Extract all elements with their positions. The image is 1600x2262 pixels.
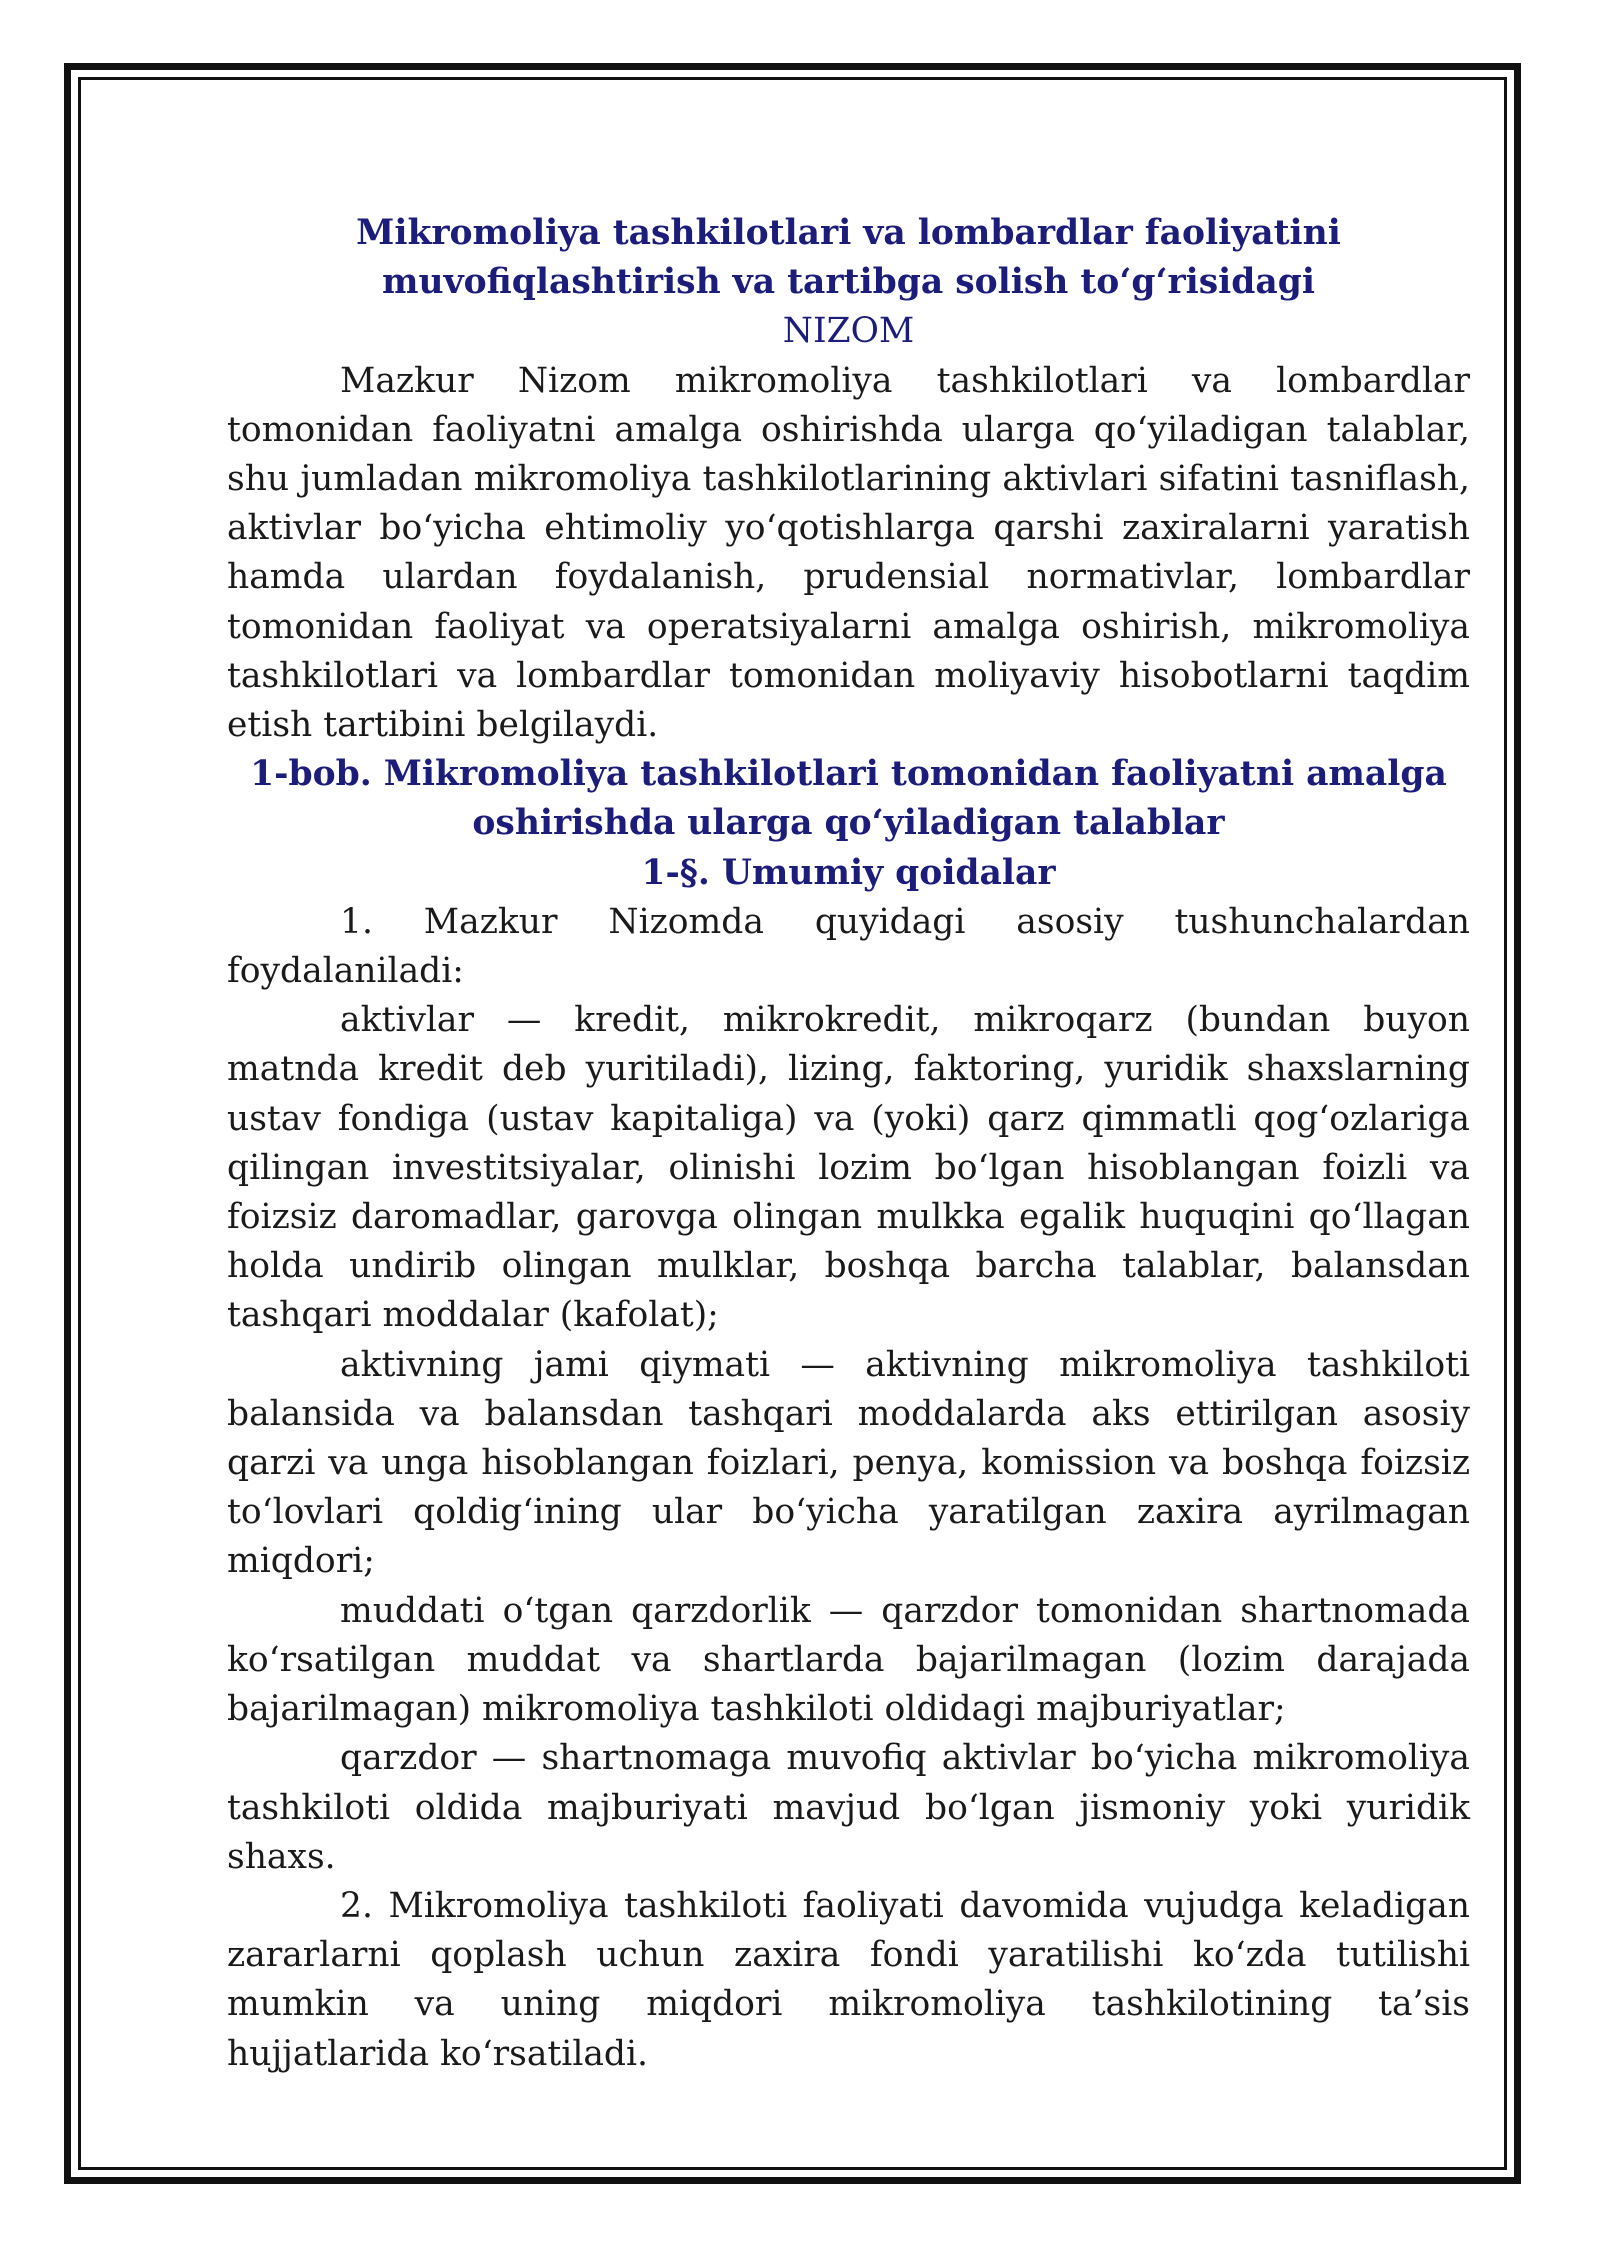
document-body (227, 209, 1470, 2079)
chapter-title-line-2: oshirishda ularga qo‘yiladigan talablar (472, 803, 1225, 844)
document-title-line-2: muvofiqlashtirish va tartibga solish to‘g‘risidagi (382, 262, 1315, 303)
definition-qarzdor: qarzdor — shartnomaga muvofiq aktivlar bo‘yicha mikromoliya tashkiloti oldida majburiyati mavjud bo‘lgan jismoniy yoki yuridik shaxs. (227, 1738, 1470, 1877)
paragraph-2: 2. Mikromoliya tashkiloti faoliyati davomida vujudga keladigan zararlarni qoplash uchun zaxira fondi yaratilishi ko‘zda tutilishi mumkin va uning miqdori mikromoliya tashkilotining ta’sis hujjatlarida ko‘rsatiladi. (227, 1885, 1470, 2074)
paragraph-1: 1. Mazkur Nizomda quyidagi asosiy tushunchalardan foydalaniladi: (227, 901, 1470, 992)
intro-paragraph: Mazkur Nizom mikromoliya tashkilotlari va lombardlar tomonidan faoliyatni amalga oshirishda ularga qo‘yiladigan talablar, shu jumladan mikromoliya tashkilotlarining aktivlari sifatini tasniflash, aktivlar bo‘yicha ehtimoliy yo‘qotishlarga qarshi zaxiralarni yaratish hamda ulardan foydalanish, prudensial normativlar, lombardlar tomonidan faoliyat va operatsiyalarni amalga oshirish, mikromoliya tashkilotlari va lombardlar tomonidan moliyaviy hisobotlarni taqdim etish tartibini belgilaydi. (227, 360, 1470, 746)
chapter-title-line-1: 1-bob. Mikromoliya tashkilotlari tomonidan faoliyatni amalga (250, 754, 1447, 795)
section-title: 1-§. Umumiy qoidalar (641, 852, 1056, 893)
document-subtitle: NIZOM (782, 311, 915, 352)
definition-aktivlar: aktivlar — kredit, mikrokredit, mikroqarz (bundan buyon matnda kredit deb yuritiladi), lizing, faktoring, yuridik shaxslarning ustav fondiga (ustav kapitaliga) va (yoki) qarz qimmatli qog‘ozlariga qilingan investitsiyalar, olinishi lozim bo‘lgan hisoblangan foizli va foizsiz daromadlar, garovga olingan mulkka egalik huquqini qo‘llagan holda undirib olingan mulklar, boshqa barcha talablar, balansdan tashqari moddalar (kafolat); (227, 1000, 1470, 1336)
document-title-line-1: Mikromoliya tashkilotlari va lombardlar faoliyatini (356, 213, 1341, 253)
definition-aktivning-jami-qiymati: aktivning jami qiymati — aktivning mikromoliya tashkiloti balansida va balansdan tashqari moddalarda aks ettirilgan asosiy qarzi va unga hisoblangan foizlari, penya, komission va boshqa foizsiz to‘lovlari qoldig‘ining ular bo‘yicha yaratilgan zaxira ayrilmagan miqdori; (227, 1344, 1470, 1582)
definition-muddati-otgan-qarzdorlik: muddati o‘tgan qarzdorlik — qarzdor tomonidan shartnomada ko‘rsatilgan muddat va shartlarda bajarilmagan (lozim darajada bajarilmagan) mikromoliya tashkiloti oldidagi majburiyatlar; (227, 1590, 1470, 1730)
